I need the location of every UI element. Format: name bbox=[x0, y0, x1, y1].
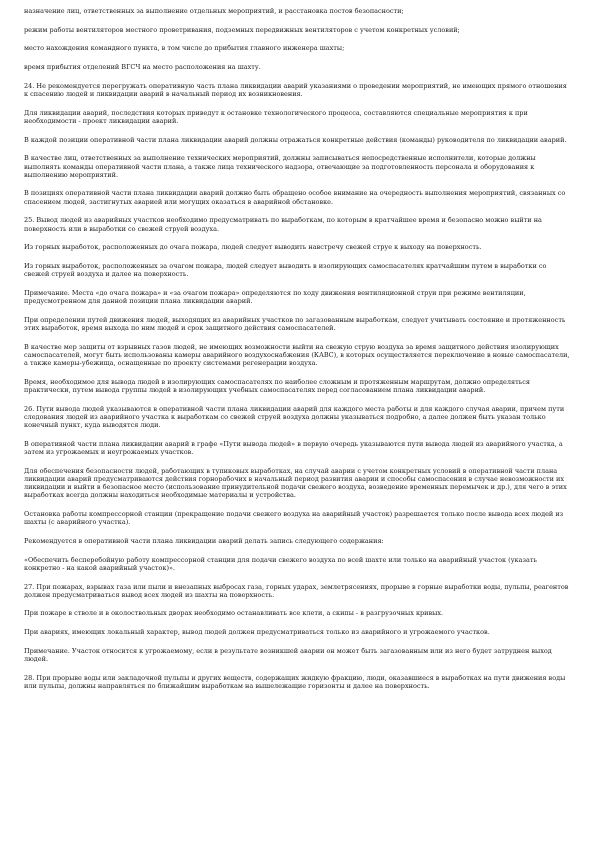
paragraph: Рекомендуется в оперативной части плана ликвидации аварий делать запись следующего содержания: bbox=[24, 536, 384, 545]
paragraph: Для обеспечения безопасности людей, работающих в тупиковых выработках, на случай аварии с учетом конкретных условий в оперативной части плана ликвидации аварий предусматриваются действия горнорабочих в начальный период развития аварии и способы самоспасения в случае невозможности их ликвидации и выйти в безопасное место (использование принудительной подачи свежего воздуха, возведение временных перемычек и др.), для чего в этих выработках всегда должны находиться необходимые материалы и устройства. bbox=[24, 466, 567, 500]
paragraph: назначение лиц, ответственных за выполнение отдельных мероприятий, и расстановка постов безопасности; bbox=[24, 7, 404, 15]
paragraph: В каждой позиции оперативной части плана ликвидации аварий должны отражаться конкретные действия (команды) руководителя по ликвидации аварий. bbox=[24, 135, 567, 144]
paragraph: В оперативной части плана ликвидации аварий в графе «Пути вывода людей» в первую очередь указываются пути вывода людей из аварийного участка, а затем из угрожаемых и неугрожаемых участков. bbox=[24, 439, 563, 456]
paragraph: 27. При пожарах, взрывах газа или пыли и внезапных выбросах газа, горных ударах, землетрясениях, прорыве в горные выработки воды, пульпы, реагентов должен предусматриваться вывод всех людей из шахты на поверхность. bbox=[24, 582, 569, 599]
paragraph: Примечание. Места «до очага пожара» и «за очагом пожара» определяются по ходу движения вентиляционной струи при режиме вентиляции, предусмотренном для данной позиции плана ликвидации аварий. bbox=[24, 288, 526, 306]
paragraph: место нахождения командного пункта, в том числе до прибытия главного инженера шахты; bbox=[24, 44, 345, 53]
paragraph: 28. При прорыве воды или закладочной пульпы и других веществ, содержащих жидкую фракцию, люди, оказавшиеся в выработках на пути движения воды или пульпы, должны направляться по ближайшим выработкам на вышележащие горизонты и далее на поверхность. bbox=[24, 673, 566, 690]
paragraph: время прибытия отделений ВГСЧ на место расположения на шахту. bbox=[24, 63, 261, 72]
paragraph: Время, необходимое для вывода людей в изолирующих самоспасателях по наиболее сложным и протяженным маршрутам, должно определяться практически, путем вывода группы людей в изолирующих учебных самоспасателях перед согласованием плана ликвидации аварий. bbox=[24, 377, 531, 394]
paragraph: «Обеспечить бесперебойную работу компрессорной станции для подачи свежего воздуха по всей шахте или только на аварийный участок (указать конкретно - на какой аварийный участок)». bbox=[24, 555, 538, 572]
paragraph: При определении путей движения людей, выходящих из аварийных участков по загазованным выработкам, следует учитывать состояние и протяженность этих выработок, время выхода по ним людей и срок защитного действия самоспасателей. bbox=[24, 315, 566, 332]
paragraph: режим работы вентиляторов местного проветривания, подземных передвижных вентиляторов с учетом конкретных условий; bbox=[24, 25, 460, 34]
paragraph: Из горных выработок, расположенных за очагом пожара, людей следует выводить в изолирующих самоспасателях кратчайшим путем в выработки со свежей струей воздуха и далее на поверхность. bbox=[24, 261, 547, 279]
paragraph: В качестве мер защиты от взрывных газов людей, не имеющих возможности выйти на свежую струю воздуха за время защитного действия изолирующих самоспасателей, могут быть использованы камеры аварийного воздухоснабжения (КАВС), в которых осуществляется переключение в новые самоспасатели, а также камеры-убежища, оснащенные по проекту системами регенерации воздуха. bbox=[24, 342, 570, 368]
paragraph: В позициях оперативной части плана ликвидации аварий должно быть обращено особое внимание на очередность выполнения мероприятий, связанных со спасением людей, застигнутых аварией или могущих оказаться в аварийной обстановке. bbox=[24, 189, 566, 206]
paragraph: 24. Не рекомендуется перегружать оперативную часть плана ликвидации аварий указаниями о проведении мероприятий, не имеющих прямого отношения к спасению людей и ликвидации аварий в начальный период их возникновения. bbox=[24, 81, 567, 99]
paragraph: 25. Вывод людей из аварийных участков необходимо предусматривать по выработкам, по которым в кратчайшее время и безопасно можно выйти на поверхность или в выработки со свежей струей воздуха. bbox=[24, 216, 542, 233]
paragraph: Остановка работы компрессорной станции (прекращение подачи свежего воздуха на аварийный участок) разрешается только после вывода всех людей из шахты (с аварийного участка). bbox=[24, 510, 564, 527]
paragraph: Для ликвидации аварий, последствия которых приведут к остановке технологического процесса, составляются специальные мероприятия к при необходимости - проект ликвидации аварий. bbox=[24, 108, 528, 125]
paragraph: Из горных выработок, расположенных до очага пожара, людей следует выводить навстречу свежей струе к выходу на поверхность. bbox=[24, 243, 482, 252]
paragraph: При пожаре в стволе и в околоствольных дворах необходимо останавливать все клети, а скипы - в разгрузочных кривых. bbox=[24, 609, 444, 618]
paragraph: 26. Пути вывода людей указываются в оперативной части плана ликвидации аварий для каждого места работы и для каждого случая аварии, причем пути следования людей из аварийного участка к выработкам со свежей струей воздуха должны указываться подробно, а далее должен быть указан только конечный пункт, куда выводятся люди. bbox=[24, 404, 565, 430]
paragraph: Примечание. Участок относится к угрожаемому, если в результате возникшей аварии он может быть загазованным или из него будет затруднен выход людей. bbox=[24, 646, 552, 664]
paragraph: При авариях, имеющих локальный характер, вывод людей должен предусматриваться только из аварийного и угрожаемого участков. bbox=[24, 628, 490, 637]
paragraph: В качестве лиц, ответственных за выполнение технических мероприятий, должны записываться непосредственные исполнители, которые должны выполнять команды оперативной части плана, а также лица технического надзора, отвечающие за подготовленность персонала и оборудования к выполнению мероприятий. bbox=[24, 154, 536, 179]
